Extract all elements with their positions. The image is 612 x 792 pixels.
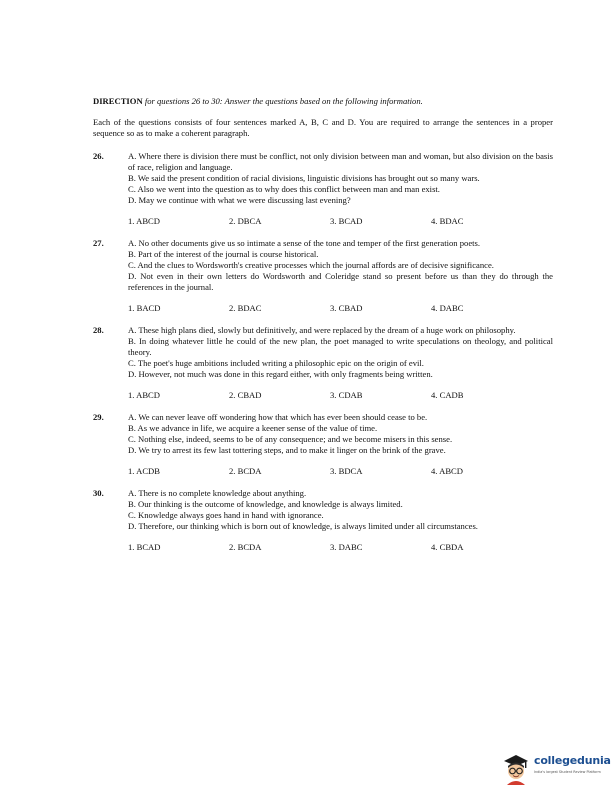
answer-options (128, 303, 553, 314)
answer-option: 4. CADB (431, 390, 464, 400)
questions-list (93, 151, 553, 553)
question-sentence: D. Not even in their own letters do Wordsworth and Coleridge stand so present before us than they do through the references in the journal. (128, 271, 553, 292)
answer-option: 3. DABC (330, 542, 363, 552)
question-block (93, 325, 553, 401)
question-block (93, 488, 553, 553)
answer-option: 1. ABCD (128, 216, 160, 226)
question-block (93, 151, 553, 227)
answer-option: 1. ACDB (128, 466, 160, 476)
question-sentence: D. Therefore, our thinking which is born out of knowledge, is always limited under all circumstances. (128, 521, 478, 531)
question-sentence: A. These high plans died, slowly but definitively, and were replaced by the dream of a huge work on philosophy. (128, 325, 516, 335)
answer-option: 4. BDAC (431, 216, 464, 226)
question-sentence: A. There is no complete knowledge about anything. (128, 488, 307, 498)
question-sentence: B. Our thinking is the outcome of knowledge, and knowledge is always limited. (128, 499, 403, 509)
answer-options (128, 216, 553, 227)
question-sentence: A. We can never leave off wondering how that which has ever been should cease to be. (128, 412, 428, 422)
mascot-icon (501, 752, 531, 786)
answer-option: 4. ABCD (431, 466, 463, 476)
question-sentence: D. However, not much was done in this regard either, with only fragments being written. (128, 369, 433, 379)
answer-option: 4. CBDA (431, 542, 464, 552)
instructions-paragraph: Each of the questions consists of four sentences marked A, B, C and D. You are required to arrange the sentences in a proper sequence so as to make a coherent paragraph. (93, 117, 553, 138)
question-sentence: B. Part of the interest of the journal is course historical. (128, 249, 319, 259)
direction-label: DIRECTION (93, 96, 143, 106)
answer-option: 3. CDAB (330, 390, 363, 400)
answer-option: 1. BACD (128, 303, 161, 313)
question-number: 26. (93, 151, 104, 161)
question-number: 28. (93, 325, 104, 335)
question-sentence: C. And the clues to Wordsworth's creative processes which the journal affords are of decisive significance. (128, 260, 494, 270)
direction-text: for questions 26 to 30: Answer the questions based on the following information. (144, 96, 423, 106)
question-number: 27. (93, 238, 104, 248)
question-number: 29. (93, 412, 104, 422)
question-sentence: C. The poet's huge ambitions included writing a philosophic epic on the origin of evil. (128, 358, 424, 368)
answer-option: 4. DABC (431, 303, 464, 313)
question-sentence: A. No other documents give us so intimate a sense of the tone and temper of the first generation poets. (128, 238, 481, 248)
question-sentence: B. We said the present condition of racial divisions, linguistic divisions has brought out so many wars. (128, 173, 480, 183)
question-block (93, 412, 553, 477)
answer-options (128, 390, 553, 401)
question-number: 30. (93, 488, 104, 498)
question-sentence: C. Knowledge always goes hand in hand with ignorance. (128, 510, 324, 520)
answer-option: 2. DBCA (229, 216, 262, 226)
question-sentence: D. May we continue with what we were discussing last evening? (128, 195, 351, 205)
answer-option: 3. BDCA (330, 466, 363, 476)
answer-options (128, 466, 553, 477)
answer-option: 2. CBAD (229, 390, 262, 400)
question-sentence: C. Also we went into the question as to why does this conflict between man and man exist. (128, 184, 440, 194)
question-sentence: C. Nothing else, indeed, seems to be of any consequence; and we become misers in this sense. (128, 434, 453, 444)
question-page (93, 96, 553, 564)
question-sentence: D. We try to arrest its few last tottering steps, and to make it linger on the brink of the grave. (128, 445, 446, 455)
answer-option: 1. BCAD (128, 542, 161, 552)
answer-option: 1. ABCD (128, 390, 160, 400)
answer-option: 3. CBAD (330, 303, 363, 313)
collegedunia-logo (501, 752, 609, 788)
answer-option: 3. BCAD (330, 216, 363, 226)
question-block (93, 238, 553, 314)
direction-line (93, 96, 553, 107)
answer-option: 2. BDAC (229, 303, 262, 313)
question-sentence: B. As we advance in life, we acquire a keener sense of the value of time. (128, 423, 378, 433)
logo-tagline: India's largest Student Review Platform (534, 770, 601, 774)
question-sentence: B. In doing whatever little he could of the new plan, the poet managed to write speculations on theology, and political theory. (128, 336, 553, 357)
answer-options (128, 542, 553, 553)
answer-option: 2. BCDA (229, 542, 262, 552)
answer-option: 2. BCDA (229, 466, 262, 476)
logo-brand-text: collegedunia (534, 754, 611, 767)
question-sentence: A. Where there is division there must be conflict, not only division between man and woman, but also division on the basis of race, religion and language. (128, 151, 553, 172)
